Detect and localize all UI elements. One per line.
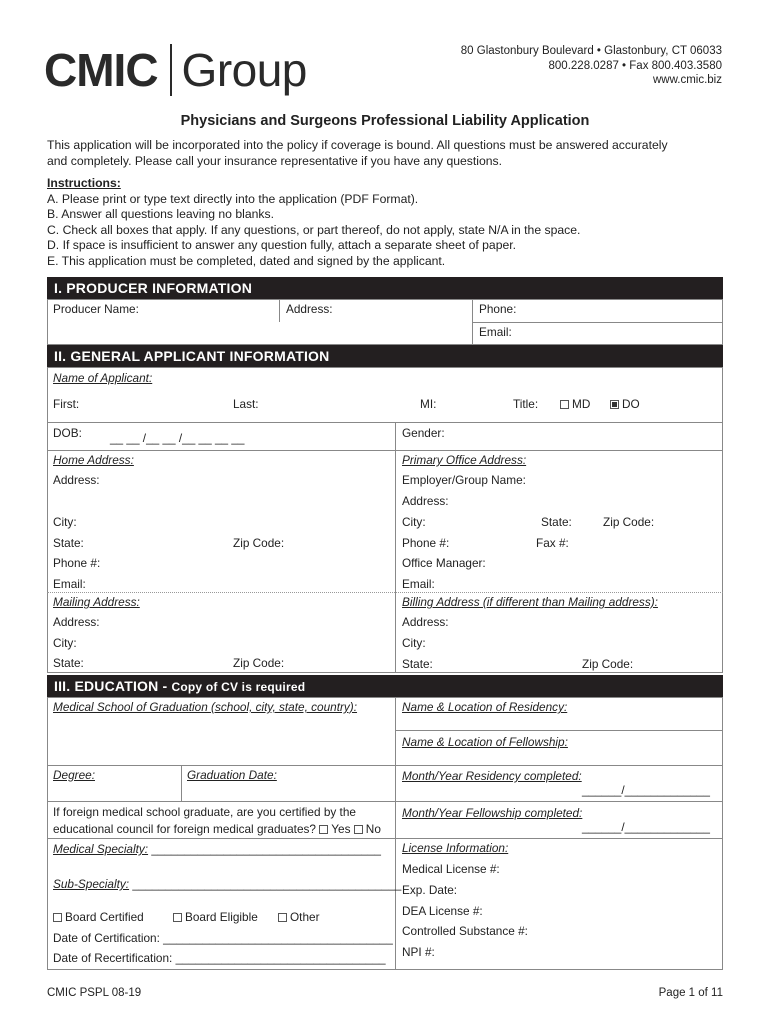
logo-divider <box>170 44 172 96</box>
divider <box>395 730 723 731</box>
date-cert-row <box>53 931 393 945</box>
home-city-field[interactable]: City: <box>53 515 77 529</box>
exp-date-field[interactable]: Exp. Date: <box>402 883 458 897</box>
divider <box>47 592 723 593</box>
last-name-field[interactable]: Last: <box>233 397 259 411</box>
office-city-field[interactable]: City: <box>402 515 426 529</box>
divider <box>47 801 723 802</box>
divider <box>181 765 182 801</box>
foreign-grad-question-2 <box>53 822 381 836</box>
home-address-label: Home Address: <box>53 453 134 467</box>
mi-field[interactable]: MI: <box>420 397 437 411</box>
form-title: Physicians and Surgeons Professional Liability Application <box>180 113 590 129</box>
instruction-item: A. Please print or type text directly into the application (PDF Format). <box>47 191 419 206</box>
office-state-field[interactable]: State: <box>541 515 572 529</box>
yes-checkbox[interactable] <box>319 825 328 834</box>
section-producer-header: I. PRODUCER INFORMATION <box>47 277 723 299</box>
fellowship-completed-label: Month/Year Fellowship completed: <box>402 806 583 820</box>
cmic-group-logo <box>44 40 307 100</box>
divider <box>47 422 723 423</box>
do-checkbox[interactable] <box>610 400 619 409</box>
employer-field[interactable]: Employer/Group Name: <box>402 473 526 487</box>
no-label: No <box>365 822 381 836</box>
yes-label: Yes <box>331 822 351 836</box>
foreign-grad-question-text: educational council for foreign medical graduates? <box>53 822 316 836</box>
instruction-item: D. If space is insufficient to answer any question fully, attach a separate sheet of paper. <box>47 238 517 253</box>
controlled-substance-field[interactable]: Controlled Substance #: <box>402 924 528 938</box>
board-eligible-checkbox[interactable] <box>173 913 182 922</box>
board-certified-checkbox[interactable] <box>53 913 62 922</box>
producer-email-field[interactable]: Email: <box>479 325 512 339</box>
npi-field[interactable]: NPI #: <box>402 945 435 959</box>
dea-license-field[interactable]: DEA License #: <box>402 904 483 918</box>
fellowship-completed-field[interactable]: ______/_____________ <box>582 820 710 834</box>
do-label: DO <box>622 397 640 411</box>
med-school-field[interactable]: Medical School of Graduation (school, city, state, country): <box>53 700 358 714</box>
home-zip-field[interactable]: Zip Code: <box>233 536 285 550</box>
mailing-city-field[interactable]: City: <box>53 636 77 650</box>
company-address: 80 Glastonbury Boulevard • Glastonbury, CT 06033 <box>460 45 722 57</box>
medical-license-field[interactable]: Medical License #: <box>402 862 500 876</box>
office-manager-field[interactable]: Office Manager: <box>402 556 486 570</box>
mailing-state-field[interactable]: State: <box>53 656 84 670</box>
producer-phone-field[interactable]: Phone: <box>479 302 517 316</box>
residency-field[interactable]: Name & Location of Residency: <box>402 700 568 714</box>
other-option[interactable] <box>278 910 320 924</box>
dob-field[interactable]: __ __ /__ __ /__ __ __ __ <box>110 431 245 445</box>
instruction-item: E. This application must be completed, dated and signed by the applicant. <box>47 253 446 268</box>
intro-text <box>47 138 727 169</box>
producer-address-field[interactable]: Address: <box>286 302 333 316</box>
home-state-field[interactable]: State: <box>53 536 84 550</box>
specialty-label: Medical Specialty: <box>53 842 149 856</box>
section-education-header <box>47 675 723 697</box>
office-fax-field[interactable]: Fax #: <box>536 536 569 550</box>
divider <box>47 765 723 766</box>
company-website: www.cmic.biz <box>652 74 722 86</box>
producer-name-field[interactable]: Producer Name: <box>53 302 139 316</box>
fellowship-field[interactable]: Name & Location of Fellowship: <box>402 735 568 749</box>
instructions <box>47 176 727 270</box>
specialty-field[interactable]: ___________________________________ <box>151 842 381 856</box>
title-do-option[interactable] <box>610 397 640 411</box>
board-certified-option[interactable] <box>53 910 144 924</box>
section-applicant-header: II. GENERAL APPLICANT INFORMATION <box>47 345 723 367</box>
billing-city-field[interactable]: City: <box>402 636 426 650</box>
license-info-label: License Information: <box>402 841 509 855</box>
divider <box>395 422 396 673</box>
billing-state-field[interactable]: State: <box>402 657 433 671</box>
degree-field[interactable]: Degree: <box>53 768 95 782</box>
divider <box>472 322 723 323</box>
billing-address-field[interactable]: Address: <box>402 615 449 629</box>
date-cert-label: Date of Certification: <box>53 931 160 945</box>
divider <box>47 450 723 451</box>
subspecialty-field[interactable]: _________________________________________ <box>132 877 402 891</box>
specialty-row <box>53 842 381 856</box>
divider <box>395 697 396 970</box>
name-of-applicant-label: Name of Applicant: <box>53 371 153 385</box>
title-md-option[interactable] <box>560 397 590 411</box>
dob-label: DOB: <box>53 426 82 440</box>
residency-completed-label: Month/Year Residency completed: <box>402 769 582 783</box>
logo-group-text: Group <box>181 44 307 96</box>
instructions-heading: Instructions: <box>47 176 121 190</box>
form-code: CMIC PSPL 08-19 <box>47 987 142 999</box>
office-address-field[interactable]: Address: <box>402 494 449 508</box>
subspecialty-label: Sub-Specialty: <box>53 877 130 891</box>
mailing-address-label: Mailing Address: <box>53 595 140 609</box>
board-eligible-label: Board Eligible <box>185 910 258 924</box>
home-address-field[interactable]: Address: <box>53 473 100 487</box>
other-label: Other <box>290 910 320 924</box>
mailing-zip-field[interactable]: Zip Code: <box>233 656 285 670</box>
education-title: III. EDUCATION <box>54 678 159 694</box>
home-phone-field[interactable]: Phone #: <box>53 556 101 570</box>
board-certified-label: Board Certified <box>65 910 144 924</box>
title-label: Title: <box>513 397 539 411</box>
contact-block <box>461 44 722 88</box>
divider <box>279 299 280 322</box>
instruction-item: C. Check all boxes that apply. If any questions, or part thereof, do not apply, state N/A in the space. <box>47 222 581 237</box>
logo-cmic-text: CMIC <box>44 44 158 96</box>
divider <box>47 838 723 839</box>
no-checkbox[interactable] <box>354 825 363 834</box>
board-eligible-option[interactable] <box>173 910 258 924</box>
residency-completed-field[interactable]: ______/_____________ <box>582 783 710 797</box>
intro-line-2: and completely. Please call your insurance representative if you have any questions. <box>47 153 503 168</box>
primary-office-label: Primary Office Address: <box>402 453 527 467</box>
date-cert-field[interactable]: ___________________________________ <box>163 931 393 945</box>
graduation-date-field[interactable]: Graduation Date: <box>187 768 277 782</box>
education-title-dash: - <box>158 678 172 694</box>
date-recert-field[interactable]: ________________________________ <box>175 951 386 965</box>
billing-zip-field[interactable]: Zip Code: <box>582 657 634 671</box>
mailing-address-field[interactable]: Address: <box>53 615 100 629</box>
office-phone-field[interactable]: Phone #: <box>402 536 450 550</box>
office-zip-field[interactable]: Zip Code: <box>603 515 655 529</box>
home-email-field[interactable]: Email: <box>53 577 86 591</box>
office-email-field[interactable]: Email: <box>402 577 435 591</box>
company-phone-fax: 800.228.0287 • Fax 800.403.3580 <box>548 59 722 72</box>
md-checkbox[interactable] <box>560 400 569 409</box>
date-recert-row <box>53 951 386 965</box>
cv-required-note: Copy of CV is required <box>171 680 306 694</box>
gender-field[interactable]: Gender: <box>402 426 445 440</box>
billing-address-label: Billing Address (if different than Mailing address): <box>402 595 658 609</box>
intro-line-1: This application will be incorporated into the policy if coverage is bound. All questions must be answered accurately <box>47 138 668 152</box>
md-label: MD <box>572 397 591 411</box>
instruction-item: B. Answer all questions leaving no blanks. <box>47 207 274 222</box>
page-number: Page 1 of 11 <box>658 987 723 999</box>
foreign-grad-question: If foreign medical school graduate, are you certified by the <box>53 805 356 819</box>
date-recert-label: Date of Recertification: <box>53 951 173 965</box>
subspecialty-row <box>53 877 401 891</box>
other-checkbox[interactable] <box>278 913 287 922</box>
first-name-field[interactable]: First: <box>53 397 80 411</box>
